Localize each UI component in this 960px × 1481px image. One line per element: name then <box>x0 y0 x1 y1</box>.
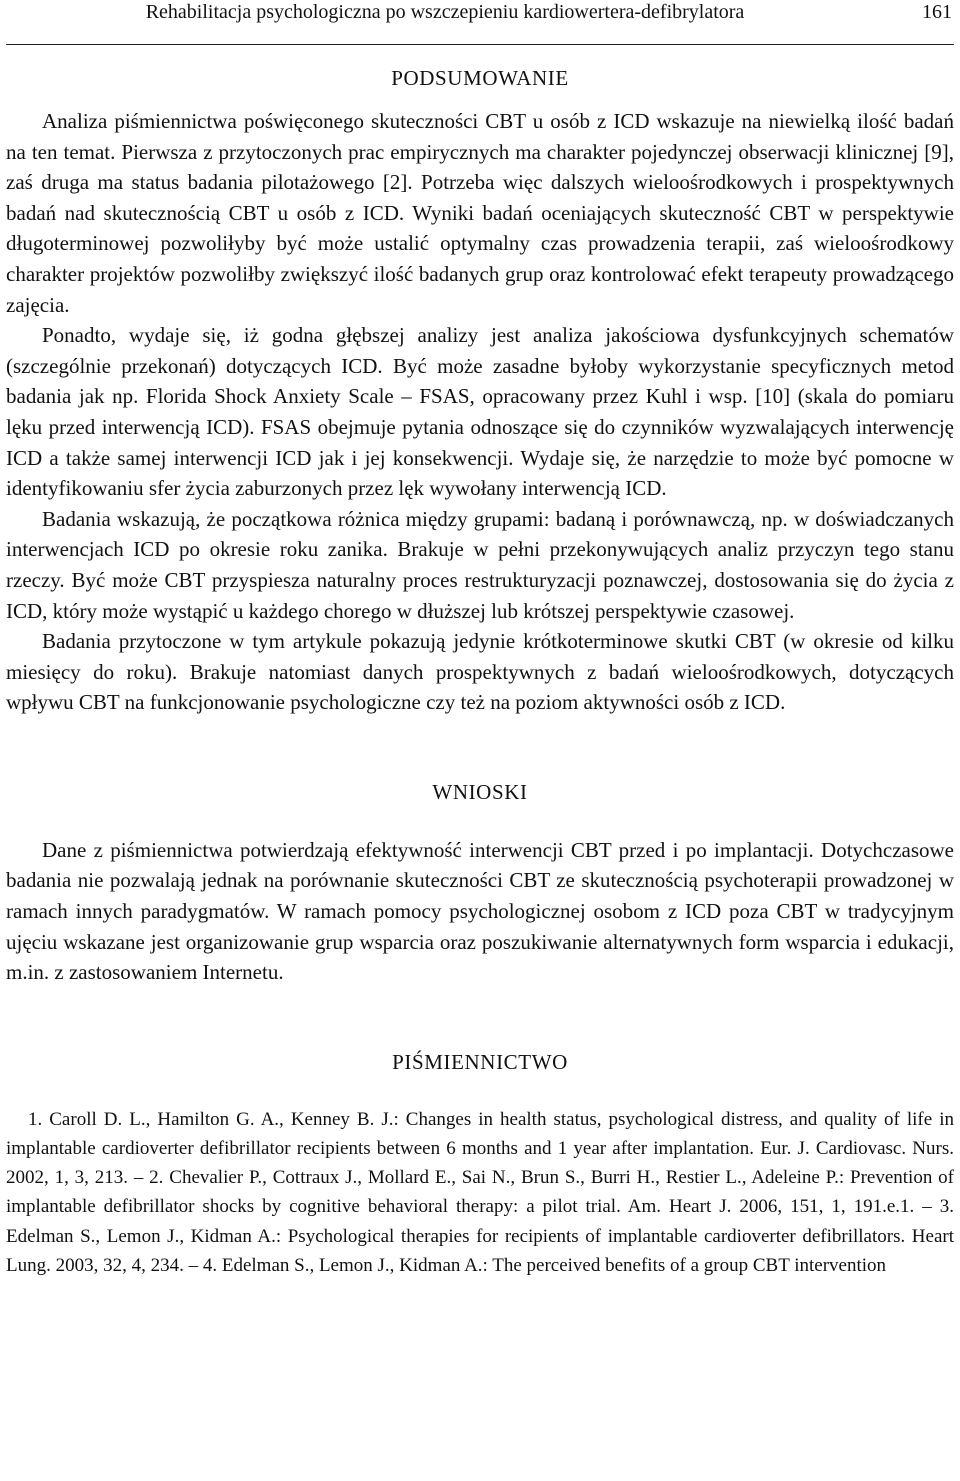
running-title: Rehabilitacja psychologiczna po wszczepieniu kardiowertera-defibrylatora <box>145 1 745 23</box>
summary-paragraph-2: Ponadto, wydaje się, iż godna głębszej analizy jest analiza jakościowa dysfunkcyjnych schematów (szczególnie przekonań) dotyczących ICD. Być może zasadne byłoby wykorzystanie specyficznych metod badania jak np. Florida Shock Anxiety Scale – FSAS, opracowany przez Kuhl i wsp. [10] (skala do pomiaru lęku przed interwencją ICD). FSAS obejmuje pytania odnoszące się do czynników wyzwalających interwencję ICD a także samej interwencji ICD jak i jej konsekwencji. Wydaje się, że narzędzie to może być pomocne w identyfikowaniu sfer życia zaburzonych przez lęk wywołany interwencją ICD. <box>6 323 954 501</box>
references-list: 1. Caroll D. L., Hamilton G. A., Kenney B. J.: Changes in health status, psychological distress, and quality of life in implantable cardioverter defibrillator recipients between 6 months and 1 year after implantation. Eur. J. Cardiovasc. Nurs. 2002, 1, 3, 213. – 2. Chevalier P., Cottraux J., Mollard E., Sai N., Brun S., Burri H., Restier L., Adeleine P.: Prevention of implantable defibrillator shocks by cognitive behavioral therapy: a pilot trial. Am. Heart J. 2006, 151, 1, 191.e.1. – 3. Edelman S., Lemon J., Kidman A.: Psychological therapies for recipients of implantable cardioverter defibrillators. Heart Lung. 2003, 32, 4, 234. – 4. Edelman S., Lemon J., Kidman A.: The perceived benefits of a group CBT intervention <box>6 1108 954 1276</box>
summary-paragraph-3: Badania wskazują, że początkowa różnica między grupami: badaną i porównawczą, np. w doświadczanych interwencjach ICD po okresie roku zanika. Brakuje w pełni przekonywujących analiz przyczyn tego stanu rzeczy. Być może CBT przyspiesza naturalny proces restrukturyzacji poznawczej, dostosowania się do życia z ICD, który może wystąpić u każdego chorego w dłuższej lub krótszej perspektywie czasowej. <box>6 506 954 623</box>
document-page <box>6 0 954 1280</box>
running-header <box>6 0 954 45</box>
section-heading-summary: PODSUMOWANIE <box>391 66 569 90</box>
conclusions-paragraph-1: Dane z piśmiennictwa potwierdzają efektywność interwencji CBT przed i po implantacji. Dotychczasowe badania nie pozwalają jednak na porównanie skuteczności CBT ze skutecznością psychoterapii prowadzonej w ramach innych paradygmatów. W ramach pomocy psychologicznej osobom z ICD poza CBT w tradycyjnym ujęciu wskazane jest organizowanie grup wsparcia oraz poszukiwanie alternatywnych form wsparcia i edukacji, m.in. z zastosowaniem Internetu. <box>6 837 954 985</box>
page-number: 161 <box>922 1 952 23</box>
summary-paragraph-1: Analiza piśmiennictwa poświęconego skuteczności CBT u osób z ICD wskazuje na niewielką ilość badań na ten temat. Pierwsza z przytoczonych prac empirycznych ma charakter pojedynczej obserwacji klinicznej [9], zaś druga ma status badania pilotażowego [2]. Potrzeba więc dalszych wieloośrodkowych i prospektywnych badań nad skutecznością CBT u osób z ICD. Wyniki badań oceniających skuteczność CBT w perspektywie długoterminowej pozwoliłyby być może ustalić optymalny czas prowadzenia terapii, zaś wieloośrodkowy charakter projektów pozwoliłby zwiększyć ilość badanych grup oraz kontrolować efekt terapeuty prowadzącego zajęcia. <box>6 109 954 317</box>
summary-paragraph-4: Badania przytoczone w tym artykule pokazują jedynie krótkoterminowe skutki CBT (w okresie od kilku miesięcy do roku). Brakuje natomiast danych prospektywnych z badań wieloośrodkowych, dotyczących wpływu CBT na funkcjonowanie psychologiczne czy też na poziom aktywności osób z ICD. <box>6 629 954 715</box>
section-heading-conclusions: WNIOSKI <box>432 779 528 804</box>
section-heading-references: PIŚMIENNICTWO <box>392 1049 568 1074</box>
